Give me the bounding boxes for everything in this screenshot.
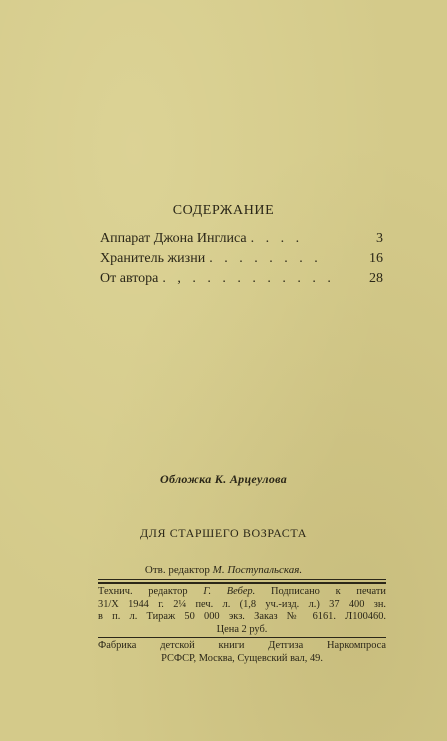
toc-entry [100, 231, 383, 251]
age-group-note: ДЛЯ СТАРШЕГО ВОЗРАСТА [139, 526, 308, 540]
imprint-line-1 [98, 586, 386, 599]
toc-leader-dots: . . . . . . . . [209, 251, 322, 266]
toc-leader-dots: . . . . [250, 231, 304, 246]
publisher-line-1: Фабрика детской книги Детгиза Наркомпроса [98, 640, 386, 651]
editor-name: М. Поступальская. [212, 564, 303, 576]
divider-rule [98, 579, 386, 580]
toc-entry-page: 16 [369, 251, 383, 266]
divider-rule-thick [98, 582, 386, 584]
toc-entry-page: 28 [369, 271, 383, 286]
toc-entry-label: Хранитель жизни [100, 251, 206, 266]
signed-to-print-label: Подписано к печати [270, 586, 386, 597]
tech-editor-name: Г. Вебер. [203, 586, 256, 597]
imprint-line-2: 31/X 1944 г. 2¼ печ. л. (1,8 уч.-изд. л.) 37 400 зн. [98, 598, 386, 610]
toc-entry-label: От автора [100, 271, 159, 286]
toc-entry-page: 3 [376, 231, 383, 246]
publisher-line-2: РСФСР, Москва, Сущевский вал, 49. [161, 652, 323, 664]
divider-rule-bottom [98, 637, 386, 638]
publisher-block [98, 640, 386, 665]
responsible-editor-line [0, 564, 447, 576]
imprint-block [98, 586, 386, 636]
tech-editor-label: Технич. редактор [98, 586, 188, 597]
toc-entry-label: Аппарат Джона Инглиса [100, 231, 247, 246]
table-of-contents [100, 231, 383, 291]
price: Цена 2 руб. [216, 623, 268, 635]
toc-entry [100, 251, 383, 271]
imprint-line-3: в п. л. Тираж 50 000 экз. Заказ № 6161. Л100460. [98, 611, 386, 622]
toc-entry [100, 271, 383, 291]
cover-artist-credit: Обложка К. Арцеулова [159, 472, 287, 486]
toc-leader-dots: . , . . . . . . . . . . [162, 271, 335, 286]
editor-label: Отв. редактор [144, 564, 210, 576]
toc-title: СОДЕРЖАНИЕ [172, 203, 275, 218]
